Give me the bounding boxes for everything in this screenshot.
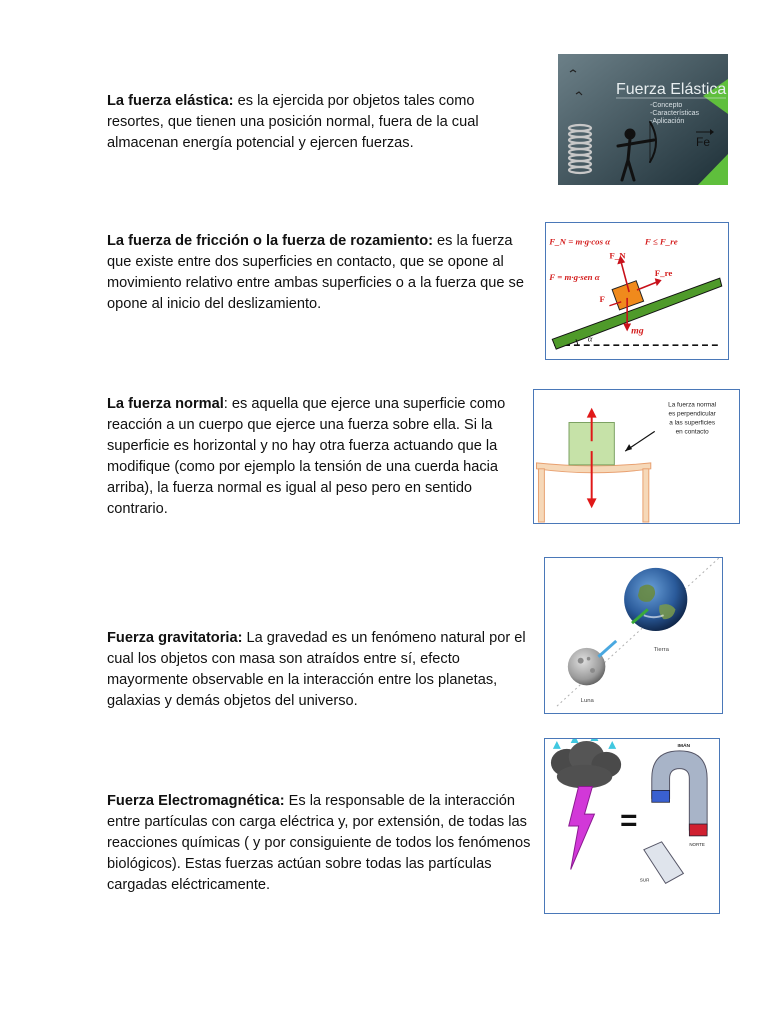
earth-label: Tierra [653,646,669,653]
label-fn: F_N [609,250,626,261]
section-term: La fuerza normal [107,396,224,412]
gravity-figure-svg [545,558,722,713]
section-electromagnetic [107,791,532,896]
label-mg: mg [631,325,644,337]
table-leg [538,469,544,522]
formula-normal: F_N = m·g·cos α [549,236,611,247]
moon-icon [568,648,606,686]
normal-figure-svg [534,390,739,523]
section-text: es la ejercida por objetos tales como resortes, que tienen una posición normal, fuera de la cual almacenan energía potencial y ejercen fuerzas. [107,93,479,151]
note-line: a las superficies [669,419,716,427]
label-fre: F_re [654,268,673,279]
elastic-item: -Características [650,110,700,117]
note-line: en contacto [675,428,709,436]
section-gravity [107,628,532,712]
section-term: Fuerza Electromagnética: [107,793,285,809]
note-line: La fuerza normal [668,401,717,409]
north-label: NORTE [689,841,705,847]
elastic-item: -Concepto [650,102,683,109]
friction-diagram [545,222,729,360]
section-text: La gravedad es un fenómeno natural por el cual los objetos con masa son atraídos entre sí, efecto mayormente observable en la interacción entre los planetas, galaxias y demás objetos del universo. [107,630,526,709]
bar-magnet-icon [644,842,684,884]
electromagnetic-diagram [544,738,720,914]
table-leg [643,469,649,522]
equals-sign: = [620,803,638,837]
section-text: : es aquella que ejerce una superficie como reacción a un cuerpo que ejerce una fuerza sobre ella. Si la superficie es horizontal y no hay otra fuerza actuando que la modifique (como por ejemplo la tensión de una cuerda hacia arriba), la fuerza normal es igual al peso pero en sentido contrario. [107,396,506,517]
friction-figure-svg [546,223,728,359]
elastic-force-image [558,54,728,185]
angle-label: α [587,333,593,344]
pointer-arrow [625,444,632,451]
storm-cloud-icon [551,739,621,788]
formula-parallel: F = m·g·sen α [549,272,600,283]
normal-force-arrow [587,408,597,418]
south-label: SUR [639,877,650,883]
moon-label: Luna [580,698,594,705]
section-normal [107,394,532,520]
elastic-vector-label: Fe [696,135,711,149]
section-term: Fuerza gravitatoria: [107,630,243,646]
magnet-label: IMÁN [677,743,691,749]
elastic-figure-svg [558,54,728,185]
horseshoe-magnet-icon [652,751,707,836]
gravity-diagram [544,557,723,714]
normal-force-diagram [533,389,740,524]
section-term: La fuerza de fricción o la fuerza de rozamiento: [107,233,433,249]
section-text: es la fuerza que existe entre dos superficies en contacto, que se opone al movimiento relativo entre ambas superficies o a la fuerza que se opone al inicio del deslizamiento. [107,233,524,312]
weight-arrow [587,498,597,508]
electromagnetic-figure-svg [545,739,719,913]
note-line: es perpendicular [668,410,716,418]
label-f: F [599,293,605,304]
section-elastic [107,91,532,154]
section-text: Es la responsable de la interacción entre partículas con carga eléctrica y, por extensión, de todas las reacciones químicas ( y por consiguiente de todos los fenómenos biológicos). Estas fuerzas actúan sobre todas las partículas cargadas eléctricamente. [107,793,531,893]
elastic-title: Fuerza Elástica [616,81,727,98]
elastic-item: -Aplicación [650,118,685,125]
lightning-bolt-icon [569,786,595,869]
friction-inequality: F ≤ F_re [644,236,678,247]
section-term: La fuerza elástica: [107,93,234,109]
section-friction [107,231,532,315]
